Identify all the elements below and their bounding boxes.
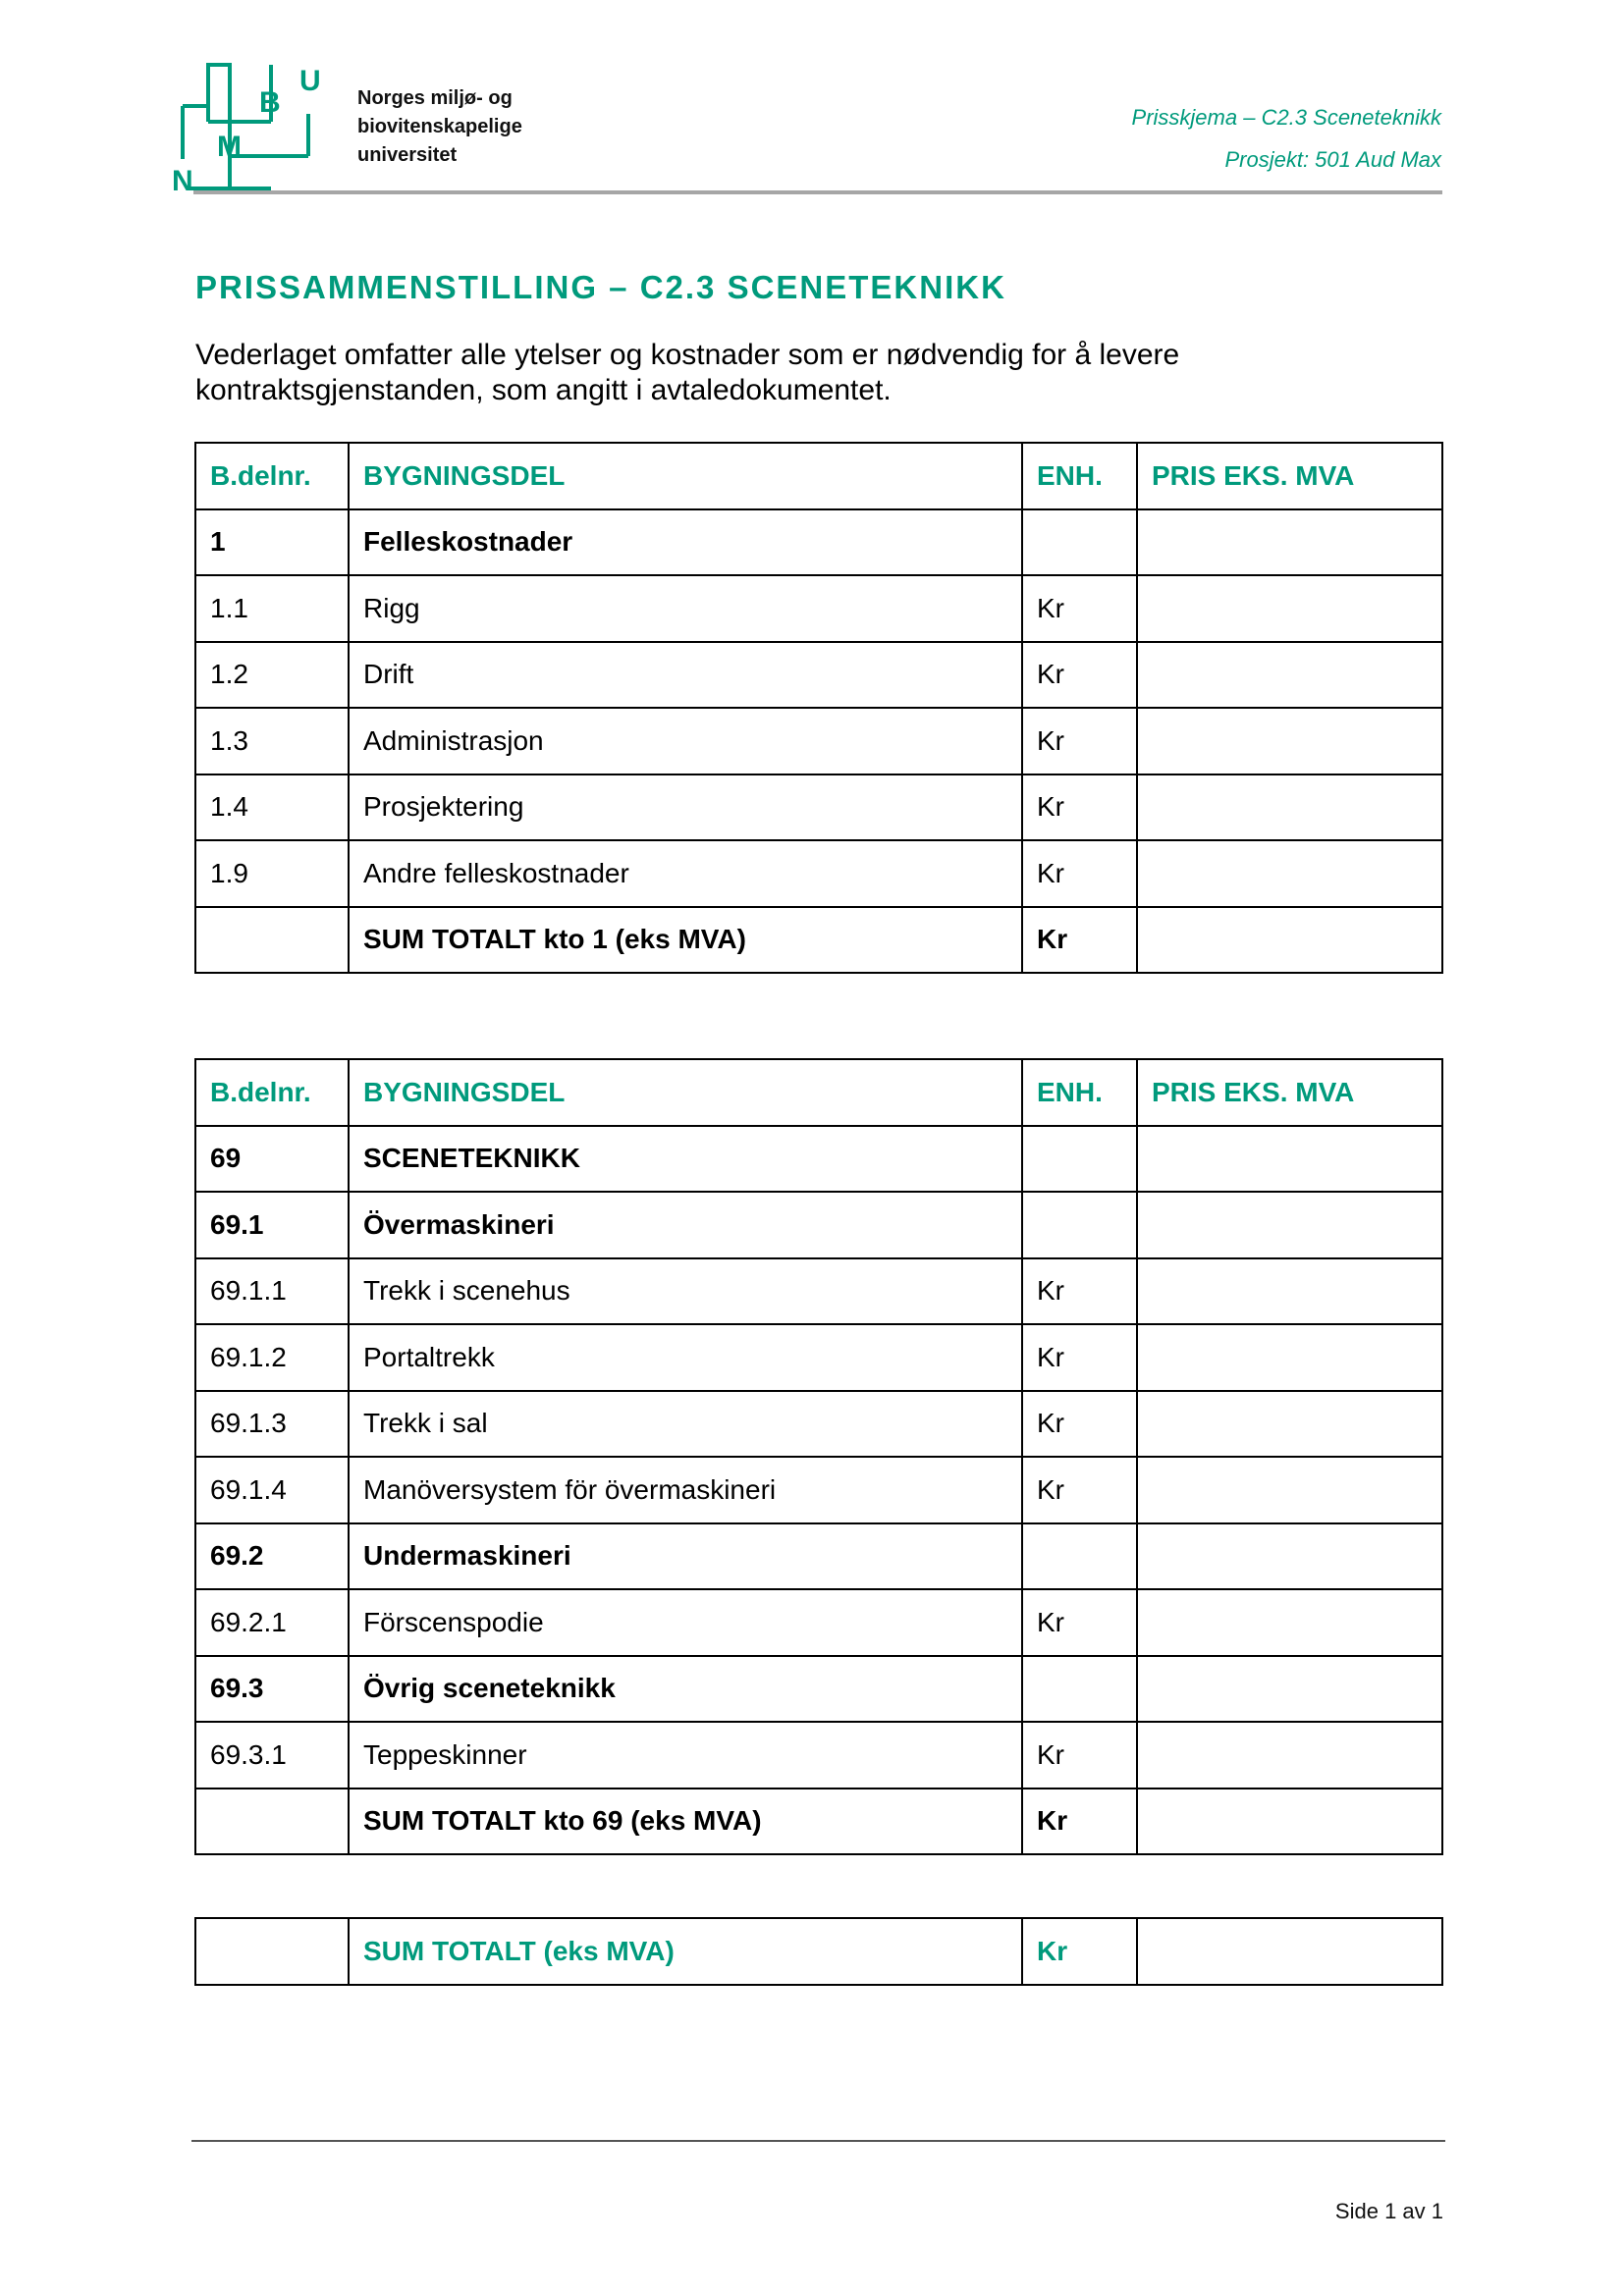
bygningsdel-cell: Trekk i sal <box>349 1391 1022 1458</box>
bygningsdel-cell: Rigg <box>349 575 1022 642</box>
logo-letter-n: N <box>172 165 193 192</box>
bygningsdel-cell: Övrig sceneteknikk <box>349 1656 1022 1723</box>
nr-cell <box>195 907 349 974</box>
nr-cell: 69.1.2 <box>195 1324 349 1391</box>
grand-total-table <box>194 1917 1443 1986</box>
unit-cell: Kr <box>1022 1722 1137 1789</box>
table-header-row <box>195 443 1442 509</box>
header-pris: PRIS EKS. MVA <box>1137 1059 1442 1126</box>
header-divider <box>193 190 1442 194</box>
table-row <box>195 1324 1442 1391</box>
unit-cell: Kr <box>1022 1391 1137 1458</box>
bygningsdel-cell: Administrasjon <box>349 708 1022 774</box>
price-cell[interactable] <box>1137 1324 1442 1391</box>
nr-cell: 69.2.1 <box>195 1589 349 1656</box>
unit-cell: Kr <box>1022 1789 1137 1855</box>
table-row <box>195 1722 1442 1789</box>
price-cell[interactable] <box>1137 1258 1442 1325</box>
unit-cell <box>1022 1126 1137 1193</box>
nr-cell: 1.2 <box>195 642 349 709</box>
table-row <box>195 1457 1442 1523</box>
table-row <box>195 509 1442 576</box>
header-meta <box>1132 96 1441 181</box>
bygningsdel-cell: SUM TOTALT kto 1 (eks MVA) <box>349 907 1022 974</box>
table-row <box>195 840 1442 907</box>
bygningsdel-cell: Trekk i scenehus <box>349 1258 1022 1325</box>
unit-cell: Kr <box>1022 907 1137 974</box>
doc-ref: Prisskjema – C2.3 Sceneteknikk <box>1131 105 1441 130</box>
price-cell[interactable] <box>1137 1789 1442 1855</box>
unit-cell: Kr <box>1022 1324 1137 1391</box>
unit-cell: Kr <box>1022 840 1137 907</box>
price-cell[interactable] <box>1137 1589 1442 1656</box>
table-row <box>195 1258 1442 1325</box>
logo-letter-m: M <box>217 131 242 163</box>
unit-cell: Kr <box>1022 774 1137 841</box>
unit-cell: Kr <box>1022 1457 1137 1523</box>
price-cell[interactable] <box>1137 642 1442 709</box>
price-cell[interactable] <box>1137 1457 1442 1523</box>
footer-divider <box>191 2140 1445 2142</box>
nmbu-logo <box>169 63 331 192</box>
nr-cell: 69.1.4 <box>195 1457 349 1523</box>
total-price-cell[interactable] <box>1137 1918 1442 1985</box>
table-row <box>195 1192 1442 1258</box>
logo-letter-b: B <box>259 86 281 119</box>
price-cell[interactable] <box>1137 774 1442 841</box>
header-enh: ENH. <box>1022 443 1137 509</box>
price-cell[interactable] <box>1137 509 1442 576</box>
table-row <box>195 1589 1442 1656</box>
table-row <box>195 907 1442 974</box>
table-row <box>195 708 1442 774</box>
bygningsdel-cell: Manöversystem för övermaskineri <box>349 1457 1022 1523</box>
unit-cell: Kr <box>1022 708 1137 774</box>
price-cell[interactable] <box>1137 1523 1442 1590</box>
total-label-cell: SUM TOTALT (eks MVA) <box>349 1918 1022 1985</box>
nr-cell: 1.9 <box>195 840 349 907</box>
institution-line: Norges miljø- og <box>357 87 513 109</box>
bygningsdel-cell: Drift <box>349 642 1022 709</box>
nr-cell <box>195 1789 349 1855</box>
header-nr: B.delnr. <box>195 443 349 509</box>
price-cell[interactable] <box>1137 840 1442 907</box>
table-row <box>195 774 1442 841</box>
bygningsdel-cell: Teppeskinner <box>349 1722 1022 1789</box>
unit-cell <box>1022 1656 1137 1723</box>
nr-cell: 1.4 <box>195 774 349 841</box>
unit-cell <box>1022 1523 1137 1590</box>
unit-cell: Kr <box>1022 642 1137 709</box>
table-header-row <box>195 1059 1442 1126</box>
unit-cell <box>1022 509 1137 576</box>
price-cell[interactable] <box>1137 1126 1442 1193</box>
grand-total-row <box>195 1918 1442 1985</box>
bygningsdel-cell: Övermaskineri <box>349 1192 1022 1258</box>
price-cell[interactable] <box>1137 708 1442 774</box>
nr-cell: 69.1.3 <box>195 1391 349 1458</box>
bygningsdel-cell: Andre felleskostnader <box>349 840 1022 907</box>
table-row <box>195 575 1442 642</box>
nr-cell: 69.1 <box>195 1192 349 1258</box>
bygningsdel-cell: Prosjektering <box>349 774 1022 841</box>
price-cell[interactable] <box>1137 907 1442 974</box>
price-table-sceneteknikk <box>194 1058 1443 1855</box>
header-bygningsdel: BYGNINGSDEL <box>349 443 1022 509</box>
nr-cell: 69.1.1 <box>195 1258 349 1325</box>
nr-cell: 69.3.1 <box>195 1722 349 1789</box>
table-row <box>195 642 1442 709</box>
table-row <box>195 1789 1442 1855</box>
table-row <box>195 1126 1442 1193</box>
page-number: Side 1 av 1 <box>1334 2199 1443 2223</box>
intro-text: Vederlaget omfatter alle ytelser og kostnader som er nødvendig for å levere kontraktsgjenstanden, som angitt i avtaledokumentet. <box>195 339 1180 406</box>
nr-cell: 1.1 <box>195 575 349 642</box>
nr-cell: 1 <box>195 509 349 576</box>
institution-line: universitet <box>357 144 458 166</box>
bygningsdel-cell: Förscenspodie <box>349 1589 1022 1656</box>
logo-letter-u: U <box>299 65 321 97</box>
nr-cell: 69.2 <box>195 1523 349 1590</box>
price-cell[interactable] <box>1137 1722 1442 1789</box>
header-nr: B.delnr. <box>195 1059 349 1126</box>
unit-cell: Kr <box>1022 1589 1137 1656</box>
bygningsdel-cell: Undermaskineri <box>349 1523 1022 1590</box>
header-pris: PRIS EKS. MVA <box>1137 443 1442 509</box>
project-ref: Prosjekt: 501 Aud Max <box>1224 147 1441 172</box>
unit-cell <box>1022 1192 1137 1258</box>
price-cell[interactable] <box>1137 1391 1442 1458</box>
header-bygningsdel: BYGNINGSDEL <box>349 1059 1022 1126</box>
total-unit-cell: Kr <box>1022 1918 1137 1985</box>
price-cell[interactable] <box>1137 1656 1442 1723</box>
bygningsdel-cell: Portaltrekk <box>349 1324 1022 1391</box>
nr-cell: 1.3 <box>195 708 349 774</box>
bygningsdel-cell: Felleskostnader <box>349 509 1022 576</box>
institution-line: biovitenskapelige <box>357 116 522 137</box>
bygningsdel-cell: SCENETEKNIKK <box>349 1126 1022 1193</box>
table-row <box>195 1523 1442 1590</box>
table-row <box>195 1656 1442 1723</box>
price-cell[interactable] <box>1137 575 1442 642</box>
table-row <box>195 1391 1442 1458</box>
header-enh: ENH. <box>1022 1059 1137 1126</box>
total-nr-cell <box>195 1918 349 1985</box>
bygningsdel-cell: SUM TOTALT kto 69 (eks MVA) <box>349 1789 1022 1855</box>
price-table-felleskostnader <box>194 442 1443 974</box>
institution-name <box>357 84 522 170</box>
nr-cell: 69 <box>195 1126 349 1193</box>
unit-cell: Kr <box>1022 575 1137 642</box>
unit-cell: Kr <box>1022 1258 1137 1325</box>
nr-cell: 69.3 <box>195 1656 349 1723</box>
price-cell[interactable] <box>1137 1192 1442 1258</box>
page-title: PRISSAMMENSTILLING – C2.3 SCENETEKNIKK <box>195 269 1006 305</box>
